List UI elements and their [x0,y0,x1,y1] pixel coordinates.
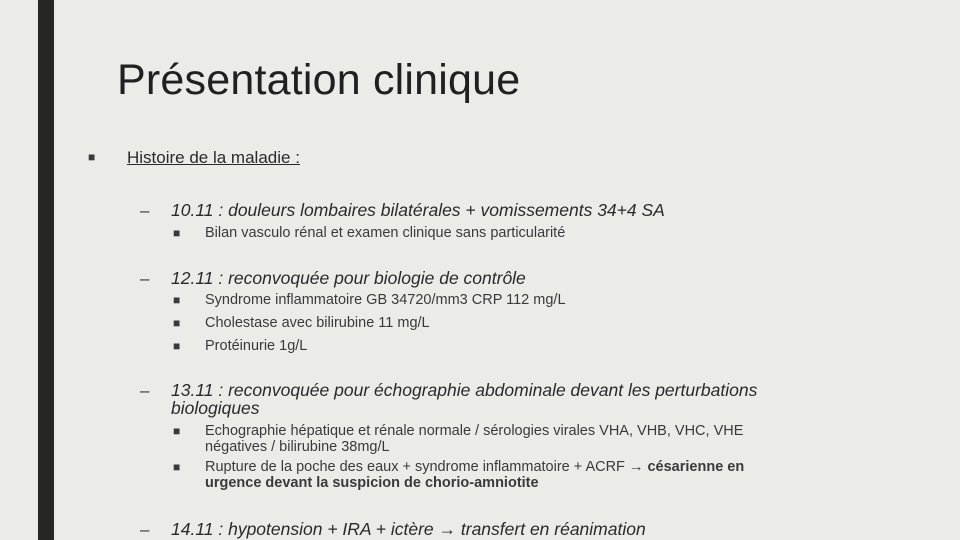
sub-bilan: Bilan vasculo rénal et examen clinique sans particularité [205,225,566,241]
event-10-11: 10.11 : douleurs lombaires bilatérales + vomissements 34+4 SA [171,200,665,220]
bullet-square-icon: ■ [173,316,181,330]
event-13-11-line2: biologiques [171,398,260,418]
sub-rupture-text: Rupture de la poche des eaux + syndrome inflammatoire + ACRF → [205,459,648,475]
dash-icon: – [140,520,150,539]
sub-rupture-line1 [205,459,744,475]
sub-echographie-line2: négatives / bilirubine 38mg/L [205,439,390,455]
bullet-square-icon: ■ [88,150,96,164]
event-14-11: 14.11 : hypotension + IRA + ictère → transfert en réanimation [171,519,646,539]
left-accent-bar [38,0,54,540]
sub-cholestase: Cholestase avec bilirubine 11 mg/L [205,315,430,331]
dash-icon: – [140,201,150,220]
bullet-square-icon: ■ [173,339,181,353]
bullet-square-icon: ■ [173,226,181,240]
bullet-square-icon: ■ [173,424,181,438]
history-heading: Histoire de la maladie : [127,148,300,167]
dash-icon: – [140,381,150,400]
bullet-square-icon: ■ [173,293,181,307]
sub-rupture-line2: urgence devant la suspicion de chorio-amniotite [205,475,539,491]
dash-icon: – [140,269,150,288]
sub-syndrome-inflammatoire: Syndrome inflammatoire GB 34720/mm3 CRP 112 mg/L [205,292,566,308]
sub-proteinurie: Protéinurie 1g/L [205,338,308,354]
event-13-11-line1: 13.11 : reconvoquée pour échographie abdominale devant les perturbations [171,380,758,400]
sub-echographie-line1: Echographie hépatique et rénale normale / sérologies virales VHA, VHB, VHC, VHE [205,423,744,439]
slide-title: Présentation clinique [117,56,521,104]
event-12-11: 12.11 : reconvoquée pour biologie de contrôle [171,268,526,288]
bullet-square-icon: ■ [173,460,181,474]
sub-rupture-bold: césarienne en [647,459,745,475]
